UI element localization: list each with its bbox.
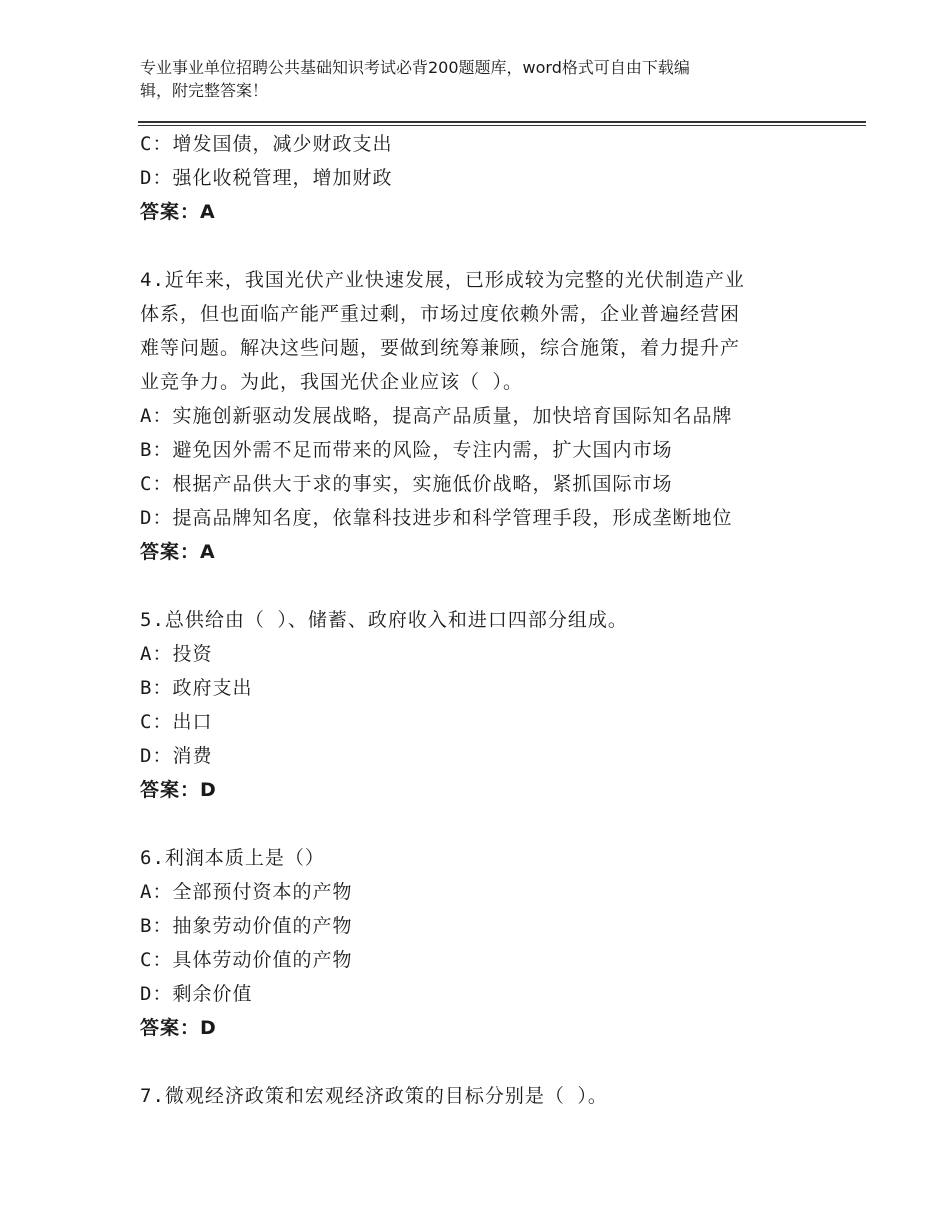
option-b: B：避免因外需不足而带来的风险，专注内需，扩大国内市场 bbox=[140, 439, 673, 461]
spacer bbox=[140, 1045, 820, 1079]
option-c: C：具体劳动价值的产物 bbox=[140, 949, 353, 971]
option-a: A：全部预付资本的产物 bbox=[140, 881, 353, 903]
spacer bbox=[140, 229, 820, 263]
option-c: C：出口 bbox=[140, 711, 213, 733]
answer-line: 答案：A bbox=[140, 541, 216, 563]
answer-line: 答案：D bbox=[140, 1017, 217, 1039]
option-b: B：抽象劳动价值的产物 bbox=[140, 915, 353, 937]
question-stem: 7.微观经济政策和宏观经济政策的目标分别是（ ）。 bbox=[140, 1085, 608, 1107]
question-5 bbox=[140, 603, 820, 807]
header-rule-thick bbox=[138, 121, 866, 123]
spacer bbox=[140, 807, 820, 841]
spacer bbox=[140, 569, 820, 603]
question-stem-line: 体系，但也面临产能严重过剩，市场过度依赖外需，企业普遍经营困 bbox=[140, 303, 741, 325]
header-line-2: 辑，附完整答案！ bbox=[140, 81, 269, 100]
question-6 bbox=[140, 841, 820, 1045]
question-4 bbox=[140, 263, 820, 569]
question-list bbox=[140, 127, 820, 1113]
header-rule-thin bbox=[138, 125, 866, 126]
question-3-tail bbox=[140, 127, 820, 229]
option-a: A：投资 bbox=[140, 643, 213, 665]
answer-line: 答案：D bbox=[140, 779, 217, 801]
question-stem-line: 4.近年来，我国光伏产业快速发展，已形成较为完整的光伏制造产业 bbox=[140, 269, 745, 291]
option-c: C：根据产品供大于求的事实，实施低价战略，紧抓国际市场 bbox=[140, 473, 673, 495]
question-stem: 6.利润本质上是（） bbox=[140, 847, 325, 869]
header-line-1: 专业事业单位招聘公共基础知识考试必背200题题库，word格式可自由下载编 bbox=[140, 58, 690, 77]
question-stem: 5.总供给由（ ）、储蓄、政府收入和进口四部分组成。 bbox=[140, 609, 628, 631]
answer-line: 答案：A bbox=[140, 201, 216, 223]
page-header bbox=[140, 56, 800, 102]
option-d: D：提高品牌知名度，依靠科技进步和科学管理手段，形成垄断地位 bbox=[140, 507, 733, 529]
option-d: D：消费 bbox=[140, 745, 213, 767]
question-stem-line: 难等问题。解决这些问题，要做到统筹兼顾，综合施策，着力提升产 bbox=[140, 337, 741, 359]
question-stem-line: 业竞争力。为此，我国光伏企业应该（ ）。 bbox=[140, 371, 523, 393]
question-7 bbox=[140, 1079, 820, 1113]
option-b: B：政府支出 bbox=[140, 677, 253, 699]
option-c: C：增发国债，减少财政支出 bbox=[140, 133, 393, 155]
option-a: A：实施创新驱动发展战略，提高产品质量，加快培育国际知名品牌 bbox=[140, 405, 733, 427]
option-d: D：剩余价值 bbox=[140, 983, 253, 1005]
option-d: D：强化收税管理，增加财政 bbox=[140, 167, 393, 189]
